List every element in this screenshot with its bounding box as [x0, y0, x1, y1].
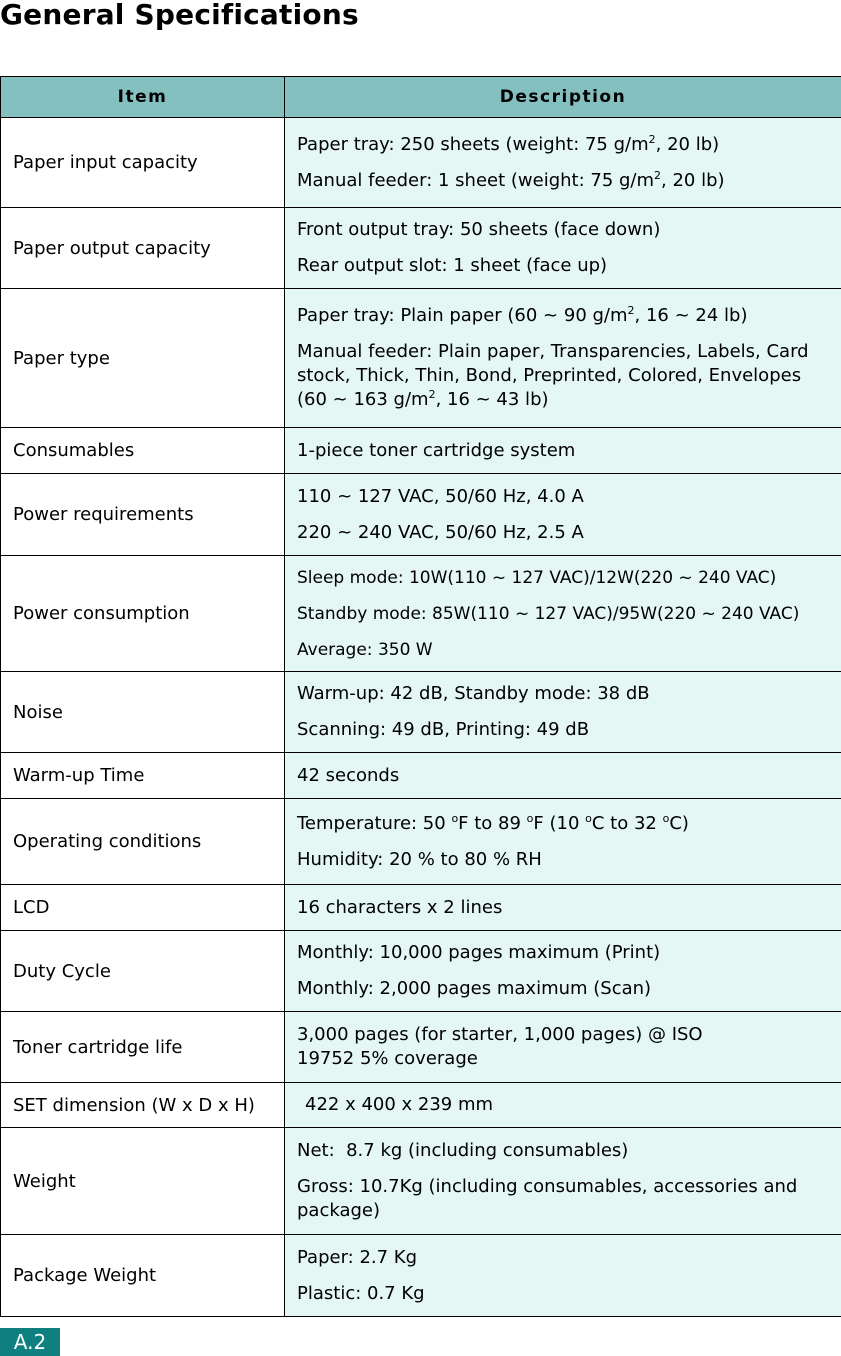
item-cell: SET dimension (W x D x H): [1, 1083, 285, 1128]
description-line: 1-piece toner cartridge system: [297, 439, 576, 461]
item-cell: LCD: [1, 885, 285, 931]
description-line: Net: 8.7 kg (including consumables): [297, 1140, 629, 1161]
description-line: 422 x 400 x 239 mm: [305, 1094, 494, 1115]
description-line: Rear output slot: 1 sheet (face up): [297, 255, 608, 276]
description-cell: [285, 753, 841, 799]
page-title: General Specifications: [0, 0, 359, 31]
table-row: [1, 556, 841, 672]
description-cell: [285, 556, 841, 672]
item-cell: Paper input capacity: [1, 118, 285, 208]
description-cell: [285, 799, 841, 885]
item-cell: Noise: [1, 672, 285, 753]
item-cell: Consumables: [1, 428, 285, 474]
description-line: Paper tray: 250 sheets (weight: 75 $g/m^2$, 20 lb): [297, 132, 720, 155]
description-line: 3,000 pages (for starter, 1,000 pages) @ ISO 19752 5% coverage: [297, 1024, 703, 1069]
item-cell: Duty Cycle: [1, 931, 285, 1012]
description-line: Standby mode: 85W(110 ~ 127 VAC)/95W(220 ~ 240 VAC): [297, 603, 800, 624]
table-row: [1, 208, 841, 289]
column-header-description: Description: [285, 77, 841, 118]
description-cell: [285, 1128, 841, 1235]
description-line: Monthly: 2,000 pages maximum (Scan): [297, 978, 652, 999]
description-cell: [285, 289, 841, 428]
description-cell: [285, 474, 841, 556]
description-line: Warm-up: 42 dB, Standby mode: 38 dB: [297, 683, 650, 704]
item-cell: Power consumption: [1, 556, 285, 672]
description-cell: [285, 208, 841, 289]
description-line: 220 ~ 240 VAC, 50/60 Hz, 2.5 A: [297, 521, 584, 543]
column-header-item: Item: [1, 77, 285, 118]
specifications-table: [0, 76, 841, 1317]
description-line: Paper tray: Plain paper (60 ~ 90 $g/m^2$, 16 ~ 24 lb): [297, 304, 748, 326]
description-line: 110 ~ 127 VAC, 50/60 Hz, 4.0 A: [297, 485, 584, 507]
description-line: Plastic: 0.7 Kg: [297, 1282, 425, 1304]
table-row: [1, 1235, 841, 1317]
description-cell: [285, 931, 841, 1012]
table-row: [1, 1012, 841, 1083]
description-line: Temperature: 50 $^o$F to 89 $^o$F (10 $^o$C to 32 $^o$C): [297, 811, 689, 834]
item-cell: Weight: [1, 1128, 285, 1235]
table-row: [1, 1128, 841, 1235]
table-row: [1, 799, 841, 885]
item-cell: Power requirements: [1, 474, 285, 556]
table-row: [1, 474, 841, 556]
table-row: [1, 753, 841, 799]
description-line: 42 seconds: [297, 764, 400, 786]
description-line: Front output tray: 50 sheets (face down): [297, 219, 661, 240]
item-cell: Operating conditions: [1, 799, 285, 885]
description-cell: [285, 1012, 841, 1083]
page-number-badge: A.2: [0, 1328, 60, 1356]
item-cell: Paper type: [1, 289, 285, 428]
description-cell: [285, 672, 841, 753]
description-line: Paper: 2.7 Kg: [297, 1246, 418, 1268]
description-line: Scanning: 49 dB, Printing: 49 dB: [297, 719, 590, 740]
description-cell: [285, 1083, 841, 1128]
description-line: Monthly: 10,000 pages maximum (Print): [297, 942, 661, 963]
table-header-row: [1, 77, 841, 118]
item-cell: Warm-up Time: [1, 753, 285, 799]
item-cell: Package Weight: [1, 1235, 285, 1317]
table-row: [1, 289, 841, 428]
description-cell: [285, 1235, 841, 1317]
description-line: 16 characters x 2 lines: [297, 896, 503, 918]
table-row: [1, 931, 841, 1012]
table-row: [1, 428, 841, 474]
table-row: [1, 885, 841, 931]
table-row: [1, 118, 841, 208]
description-line: Manual feeder: 1 sheet (weight: 75 $g/m^2$, 20 lb): [297, 168, 725, 191]
description-line: Humidity: 20 % to 80 % RH: [297, 848, 542, 870]
description-line: Average: 350 W: [297, 639, 433, 660]
item-cell: Toner cartridge life: [1, 1012, 285, 1083]
description-cell: [285, 428, 841, 474]
description-cell: [285, 885, 841, 931]
description-cell: [285, 118, 841, 208]
item-cell: Paper output capacity: [1, 208, 285, 289]
description-line: Gross: 10.7Kg (including consumables, accessories and package): [297, 1176, 798, 1221]
table-row: [1, 1083, 841, 1128]
table-row: [1, 672, 841, 753]
description-line: Manual feeder: Plain paper, Transparencies, Labels, Card stock, Thick, Thin, Bond, Preprinted, Colored, Envelopes (60 ~ 163 $g/m^2$, 16 ~ 43 lb): [297, 341, 809, 410]
description-line: Sleep mode: 10W(110 ~ 127 VAC)/12W(220 ~ 240 VAC): [297, 567, 777, 588]
